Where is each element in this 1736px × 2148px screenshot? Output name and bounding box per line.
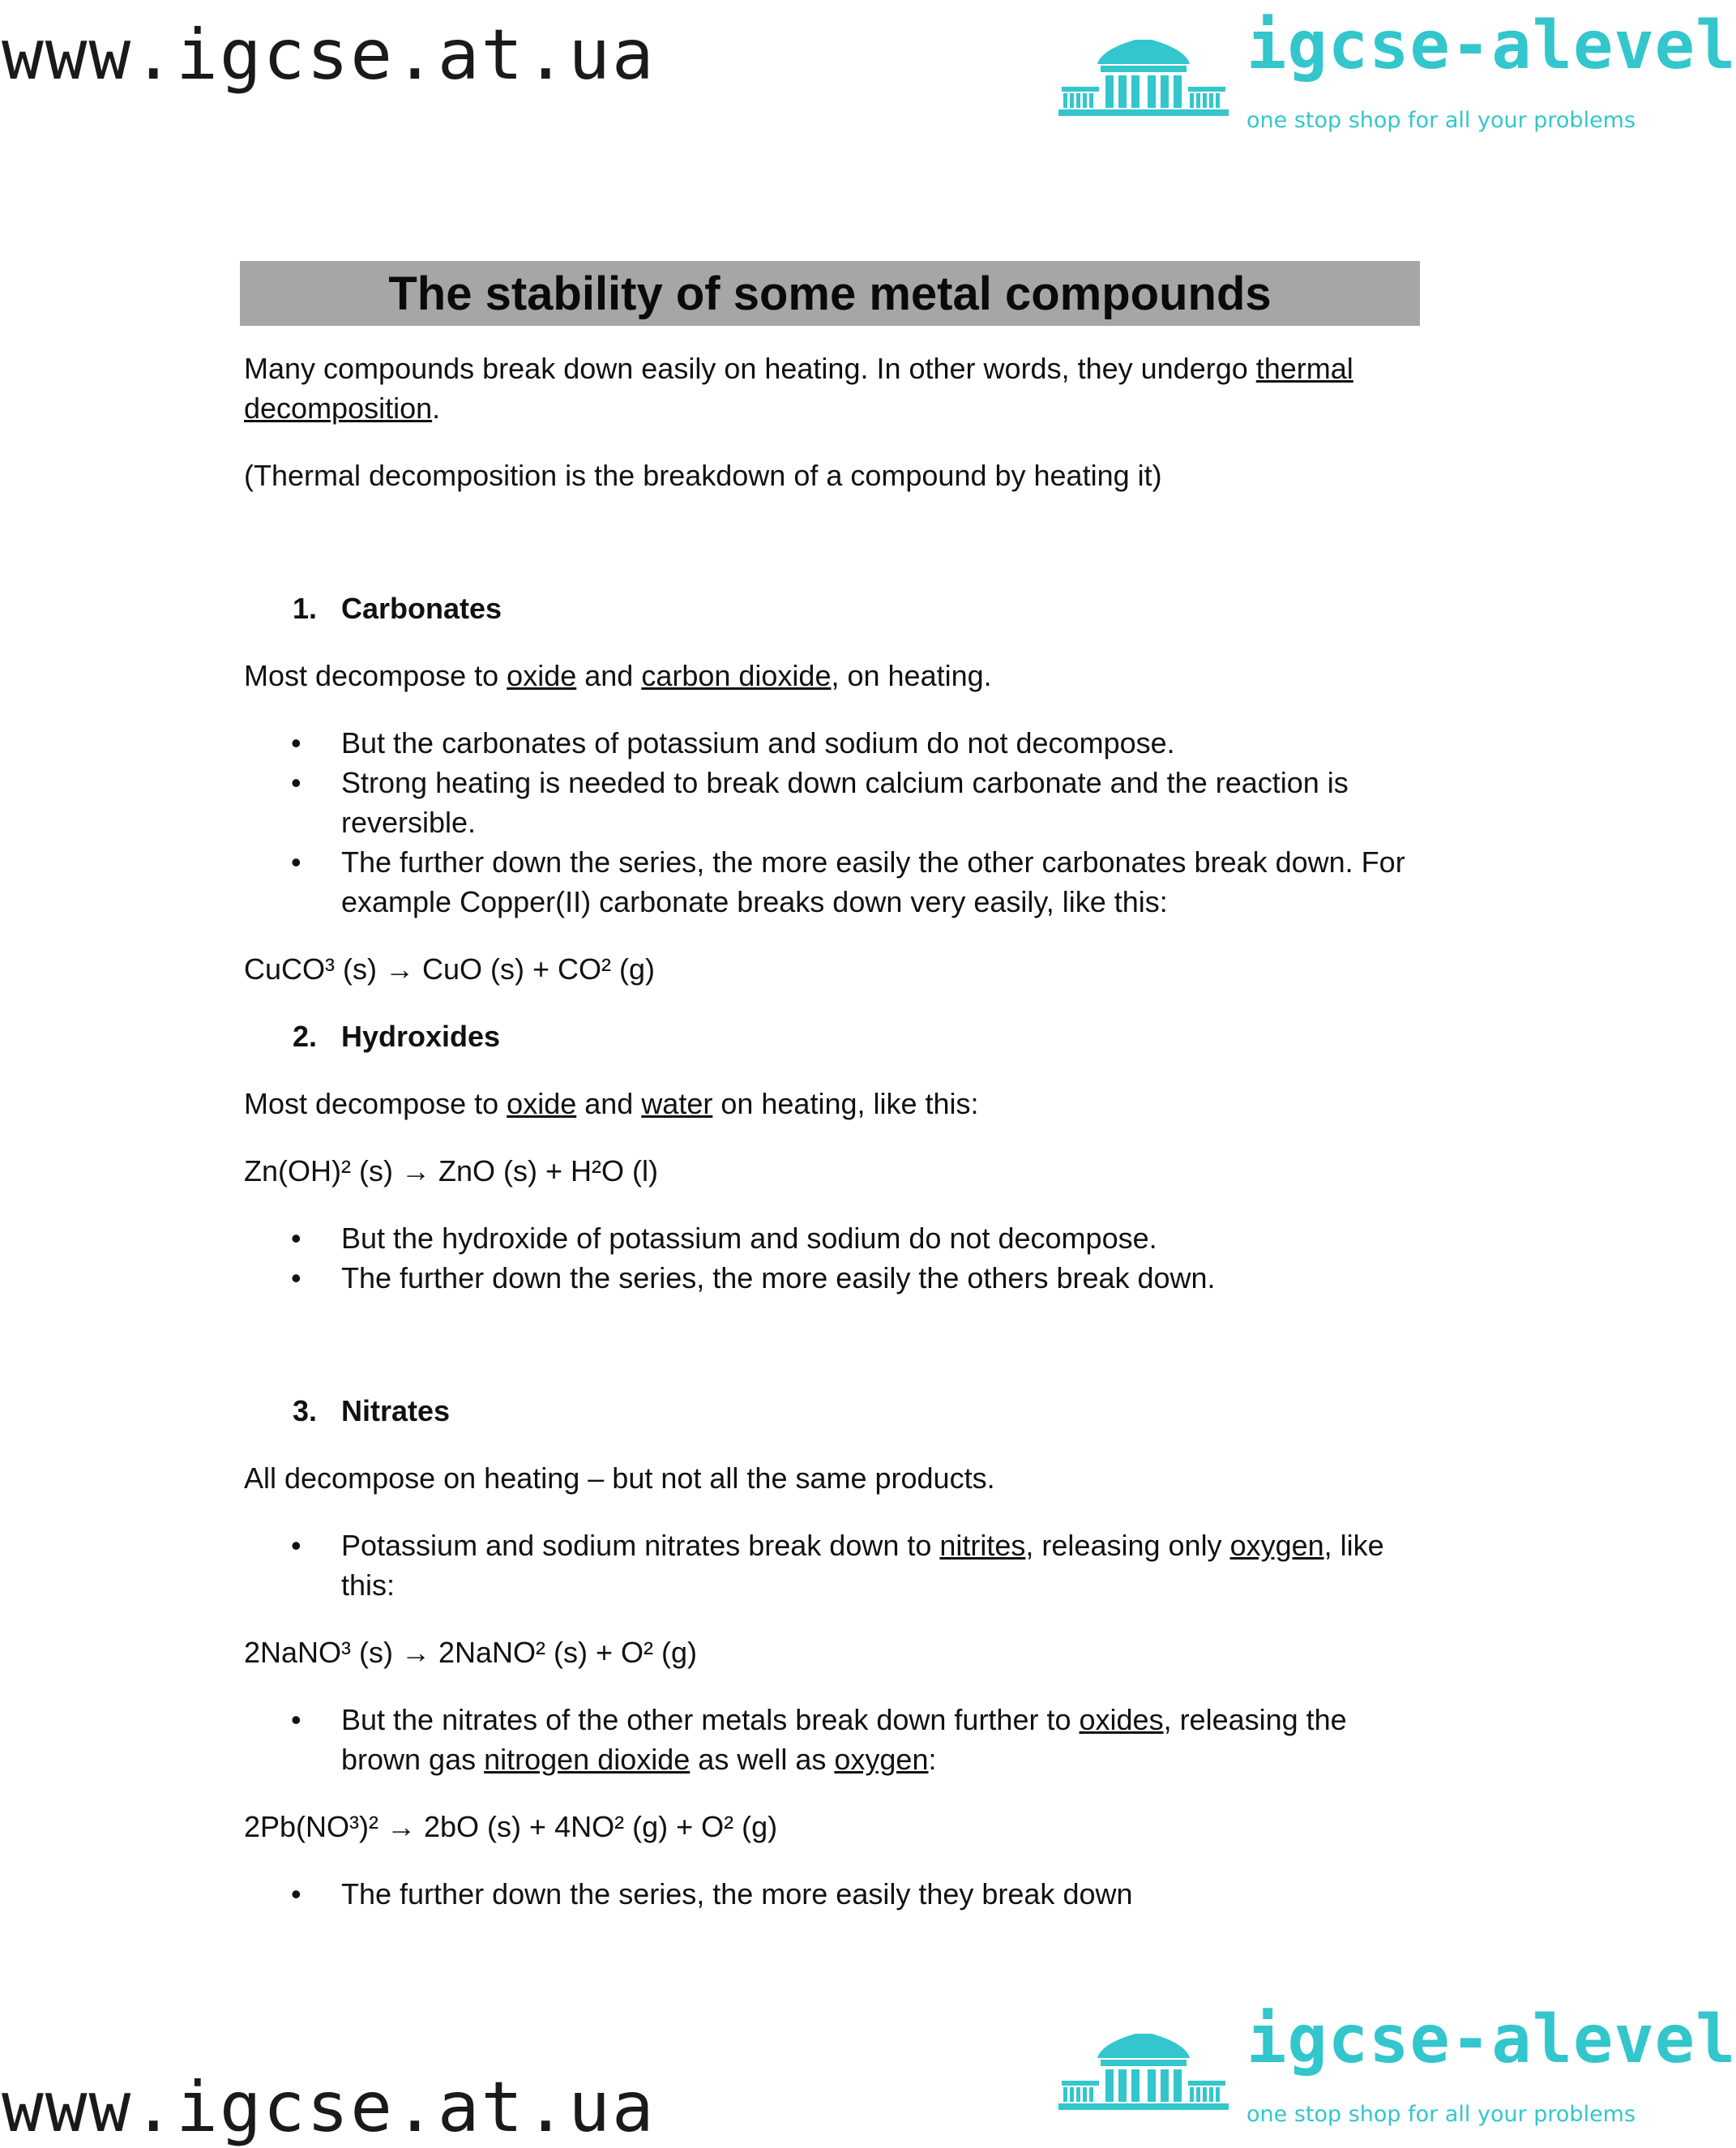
document-body (244, 349, 1419, 1914)
term-oxygen: oxygen (834, 1743, 929, 1776)
lead-text: , on heating. (831, 659, 992, 692)
bullet-text: : (928, 1743, 937, 1776)
hydroxides-bullets (244, 1218, 1419, 1298)
bullet-item: • Strong heating is needed to break down calcium carbonate and the reaction is reversible. (244, 763, 1419, 842)
site-url-header[interactable]: www.igcse.at.ua (2, 15, 656, 96)
term-oxide: oxide (507, 1087, 577, 1120)
carbonates-bullets (244, 723, 1419, 922)
site-url-footer[interactable]: www.igcse.at.ua (2, 2067, 656, 2148)
bullet-text: But the nitrates of the other metals break down further to (341, 1703, 1080, 1736)
carbonates-lead (244, 656, 1419, 695)
bullet-item (244, 1525, 1419, 1605)
equation-lead-nitrate: 2Pb(NO³)² → 2bO (s) + 4NO² (g) + O² (g) (244, 1810, 778, 1843)
title-bar (240, 261, 1420, 326)
term-carbon-dioxide: carbon dioxide (641, 659, 832, 692)
intro-text: Many compounds break down easily on heating. In other words, they undergo (244, 352, 1256, 385)
section-number: 1. (293, 592, 318, 625)
term-nitrites: nitrites (939, 1529, 1026, 1562)
section-heading-hydroxides (244, 1016, 1419, 1056)
equation-sodium-nitrate: 2NaNO³ (s) → 2NaNO² (s) + O² (g) (244, 1636, 698, 1669)
building-icon (1058, 2030, 1229, 2112)
nitrates-lead: All decompose on heating – but not all the same products. (244, 1461, 995, 1495)
bullet-text: Potassium and sodium nitrates break down to (341, 1529, 940, 1562)
brand-logo-header (1045, 7, 1736, 134)
brand-name: igcse-alevel (1246, 7, 1736, 84)
section-heading-nitrates (244, 1391, 1419, 1431)
nitrates-bullets-1 (244, 1525, 1419, 1605)
section-title: Hydroxides (341, 1020, 501, 1053)
term-oxide: oxide (507, 659, 577, 692)
lead-text: and (576, 659, 642, 692)
intro-text-end: . (432, 392, 441, 425)
hydroxides-lead (244, 1084, 1419, 1123)
bullet-text: as well as (690, 1743, 835, 1776)
bullet-text: , releasing only (1025, 1529, 1230, 1562)
section-title: Carbonates (341, 592, 502, 625)
brand-tagline: one stop shop for all your problems (1246, 2102, 1636, 2127)
bullet-item: • The further down the series, the more easily the other carbonates break down. For example Copper(II) carbonate breaks down very easily, like this: (244, 842, 1419, 922)
nitrates-bullets-3 (244, 1874, 1419, 1914)
bullet-item (244, 1700, 1419, 1779)
equation-zinc-hydroxide: Zn(OH)² (s) → ZnO (s) + H²O (l) (244, 1154, 658, 1187)
section-title: Nitrates (341, 1394, 451, 1427)
section-heading-carbonates (244, 588, 1419, 628)
brand-tagline: one stop shop for all your problems (1246, 108, 1636, 133)
section-number: 3. (293, 1394, 318, 1427)
intro-definition: (Thermal decomposition is the breakdown of a compound by heating it) (244, 459, 1162, 492)
bullet-item: • The further down the series, the more easily the others break down. (244, 1258, 1419, 1298)
bullet-item: • But the carbonates of potassium and sodium do not decompose. (244, 723, 1419, 763)
intro-paragraph (244, 349, 1419, 428)
term-nitrogen-dioxide: nitrogen dioxide (484, 1743, 691, 1776)
bullet-text: , releasing the brown gas (341, 1703, 1347, 1776)
lead-text: Most decompose to (244, 659, 507, 692)
equation-copper-carbonate: CuCO³ (s) → CuO (s) + CO² (g) (244, 952, 656, 986)
lead-text: Most decompose to (244, 1087, 507, 1120)
section-number: 2. (293, 1020, 318, 1053)
term-oxides: oxides (1079, 1703, 1164, 1736)
term-oxygen: oxygen (1229, 1529, 1324, 1562)
nitrates-bullets-2 (244, 1700, 1419, 1779)
lead-text: on heating, like this: (712, 1087, 979, 1120)
term-thermal-decomposition: thermal decomposition (244, 352, 1353, 425)
building-icon (1058, 36, 1229, 118)
brand-name: igcse-alevel (1246, 2001, 1736, 2078)
lead-text: and (576, 1087, 642, 1120)
brand-logo-footer (1045, 2001, 1736, 2128)
page-title: The stability of some metal compounds (388, 267, 1272, 320)
bullet-text: , like this: (341, 1529, 1384, 1602)
bullet-item: • The further down the series, the more easily they break down (244, 1874, 1419, 1914)
bullet-item: • But the hydroxide of potassium and sodium do not decompose. (244, 1218, 1419, 1258)
term-water: water (641, 1087, 713, 1120)
